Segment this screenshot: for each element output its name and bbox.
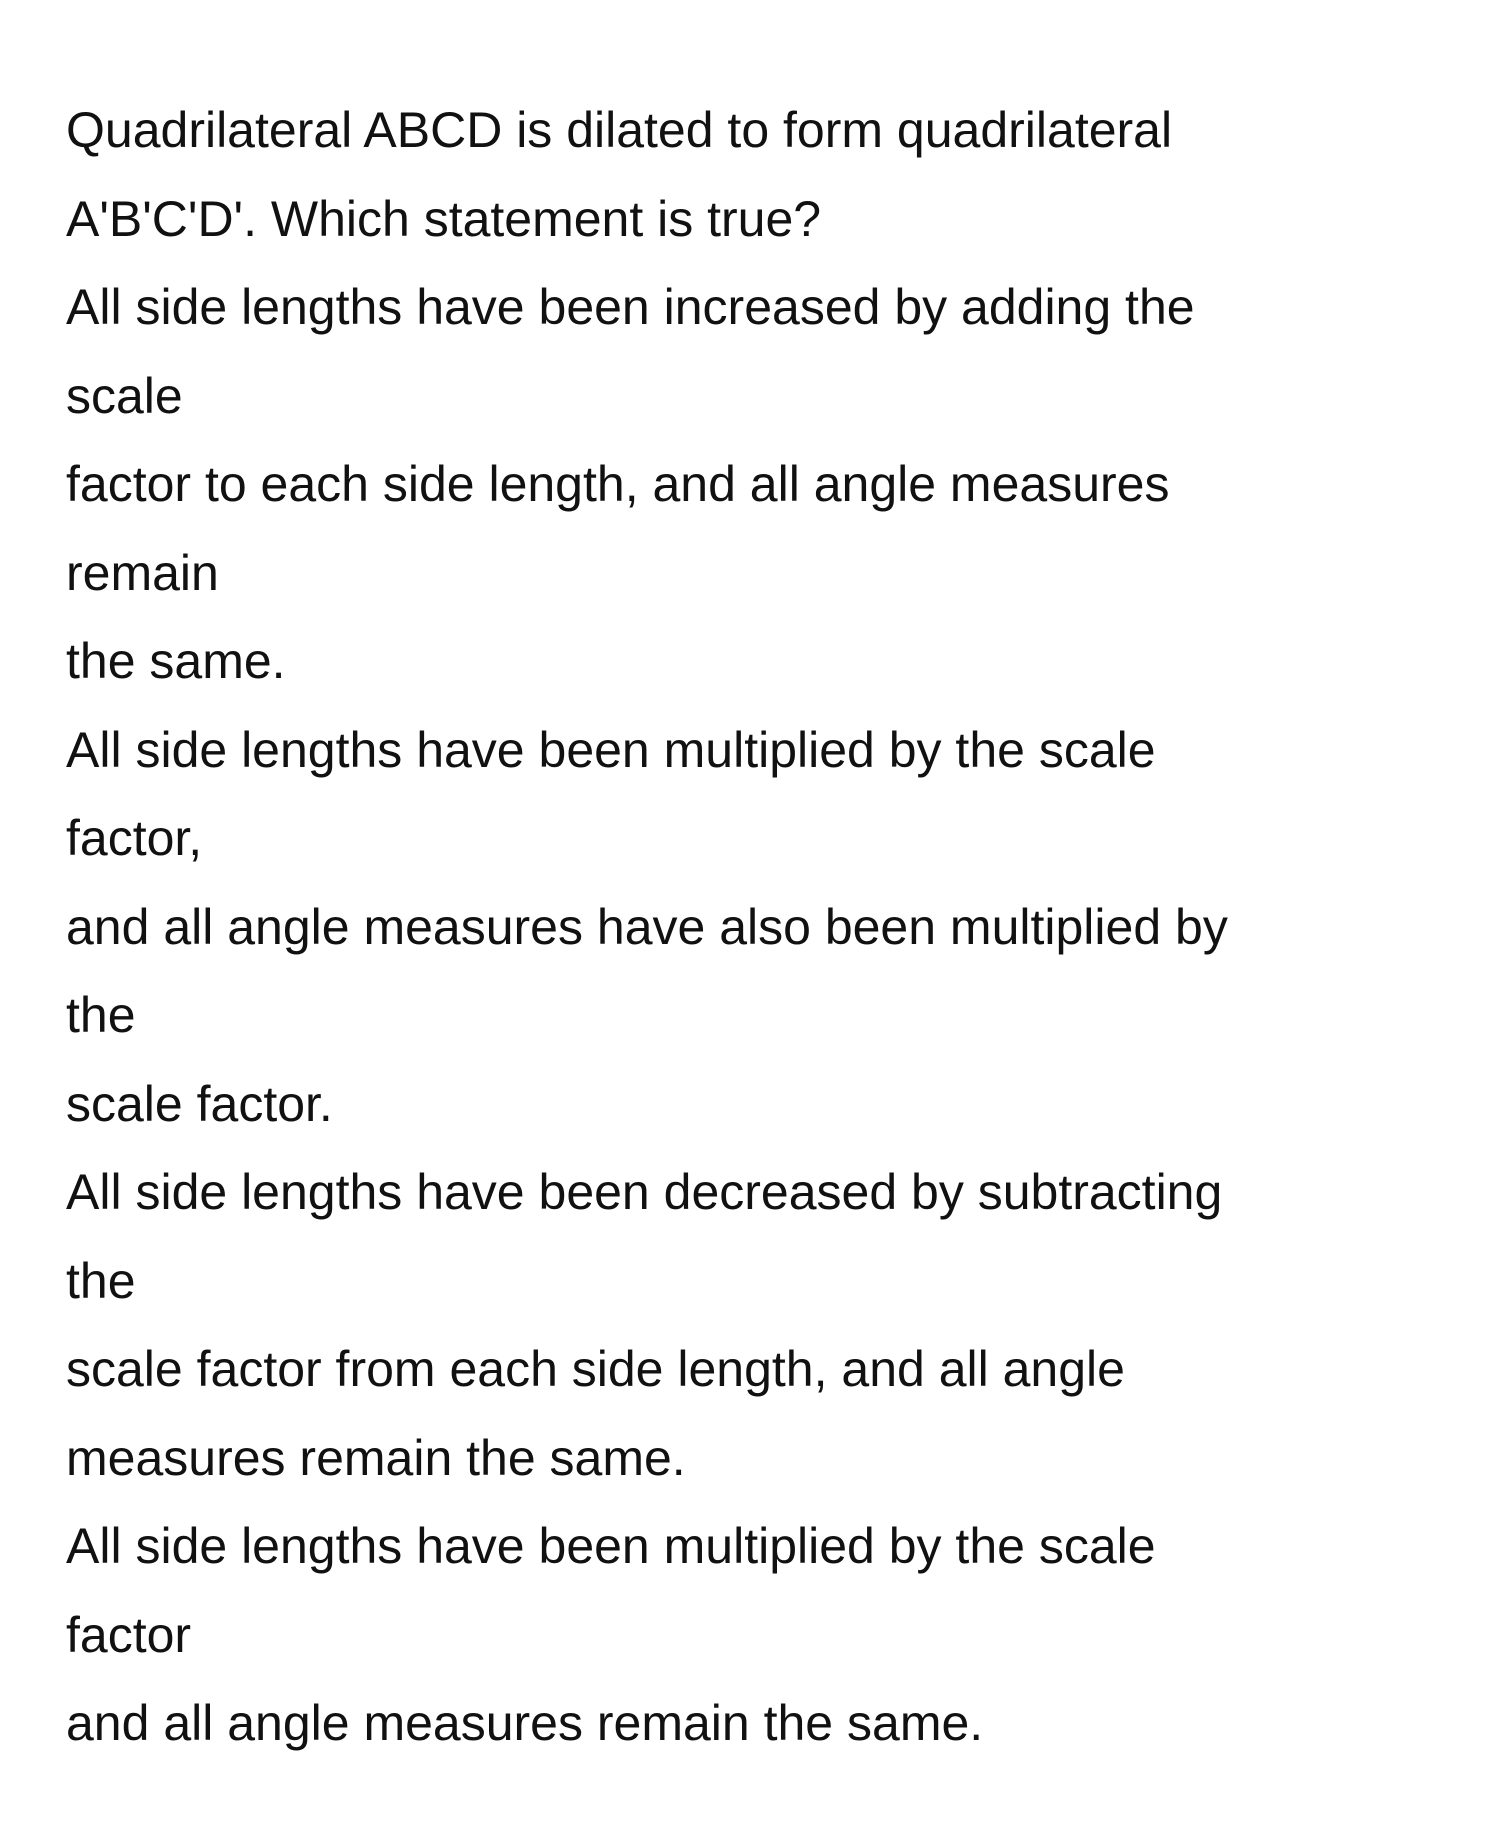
question-text — [66, 86, 1466, 263]
option-line: scale factor. — [66, 1075, 333, 1132]
document-body — [66, 86, 1466, 1768]
option-line: the same. — [66, 633, 286, 689]
option-line: measures remain the same. — [66, 1429, 686, 1486]
option-line: remain — [66, 544, 219, 601]
option-line: All side lengths have been decreased by subtracting — [66, 1164, 1223, 1220]
option-line: the — [66, 987, 136, 1043]
option-line: scale factor from each side length, and all angle — [66, 1341, 1125, 1397]
option-line: factor, — [66, 810, 203, 866]
answer-option-2[interactable] — [66, 706, 1466, 1149]
answer-option-4[interactable] — [66, 1502, 1466, 1768]
option-line: the — [66, 1252, 136, 1309]
answer-option-1[interactable] — [66, 263, 1466, 706]
option-line: factor to each side length, and all angle measures — [66, 456, 1170, 512]
option-line: and all angle measures have also been multiplied by — [66, 898, 1228, 955]
answer-option-3[interactable] — [66, 1148, 1466, 1502]
option-line: factor — [66, 1606, 192, 1663]
option-line: All side lengths have been increased by adding the — [66, 279, 1195, 335]
option-line: All side lengths have been multiplied by the scale — [66, 1518, 1156, 1574]
option-line: and all angle measures remain the same. — [66, 1695, 984, 1751]
option-line: All side lengths have been multiplied by the scale — [66, 721, 1156, 778]
question-line: Quadrilateral ABCD is dilated to form quadrilateral — [66, 102, 1173, 158]
option-line: scale — [66, 367, 183, 424]
question-line: A'B'C'D'. Which statement is true? — [66, 190, 822, 247]
